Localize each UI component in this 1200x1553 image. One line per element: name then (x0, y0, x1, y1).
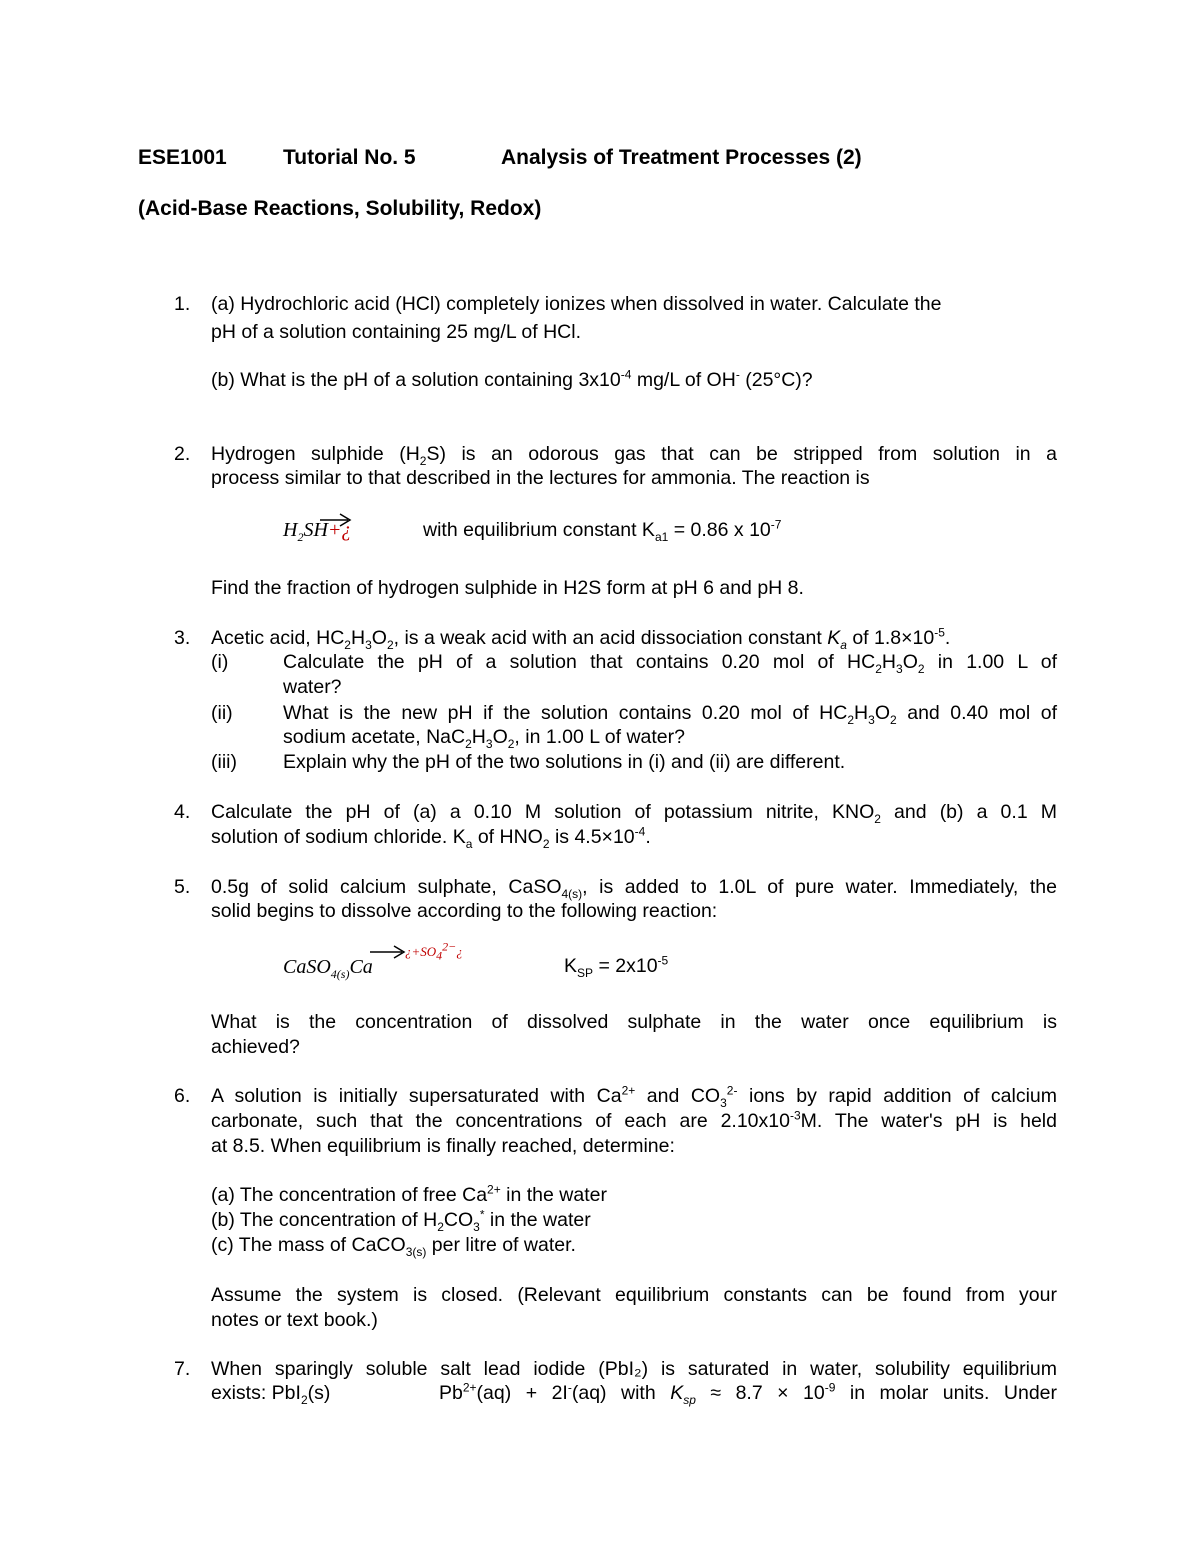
q7-line2-start: exists: PbI$_2$(s) (211, 1382, 331, 1407)
q6-part-b: (b) The concentration of $H_2CO_3^*$ in the water (211, 1207, 591, 1234)
q6-line1: A solution is initially supersaturated with $Ca^{2+}$ and $CO_3^{2-}$ ions by rapid addition of calcium (211, 1083, 1058, 1110)
q3-item-label: (ii) (211, 702, 233, 724)
course-code: ESE1001 (138, 146, 227, 169)
q3-item-ii-line1: What is the new pH if the solution contains 0.20 mol of $HC_2H_3O_2$ and 0.40 mol of (283, 702, 1058, 727)
q2-line2: process similar to that described in the lectures for ammonia. The reaction is (211, 467, 870, 489)
q4-line2: solution of sodium chloride. $K_a$ of $HNO_2$ is $4.5\times 10^{-4}$. (211, 824, 651, 851)
q5-question-line1: What is the concentration of dissolved sulphate in the water once equilibrium is (211, 1011, 1057, 1033)
q7-line2-end: $Pb^{2+}(aq) + 2I^-(aq)$ with $K_{sp} \approx 8.7 \times 10^{-9}$ in molar units. Under (439, 1380, 1058, 1407)
q1-part-b: (b) What is the pH of a solution containing $3x10^{-4}$ mg/L of OH- (25°C)? (211, 367, 813, 391)
tutorial-number: Tutorial No. 5 (283, 146, 416, 169)
q5-line2: solid begins to dissolve according to the following reaction: (211, 900, 718, 922)
question-number: 7. (174, 1358, 191, 1380)
q6-part-c: (c) The mass of CaCO$_{3(s)}$ per litre of water. (211, 1234, 576, 1259)
q2-equilibrium-constant: with equilibrium constant $K_{a1} = 0.86$ x $10^{-7}$ (423, 517, 782, 544)
question-number: 1. (174, 293, 191, 315)
question-number: 2. (174, 443, 191, 465)
q6-part-a: (a) The concentration of free $Ca^{2+}$ in the water (211, 1182, 607, 1206)
q3-item-i-line1: Calculate the pH of a solution that contains 0.20 mol of $HC_2H_3O_2$ in 1.00 L of (283, 651, 1058, 676)
q3-item-i-line2: water? (283, 676, 342, 698)
page-subtitle: (Acid-Base Reactions, Solubility, Redox) (138, 197, 542, 220)
equilibrium-arrow-icon (368, 944, 408, 960)
q6-line3: at 8.5. When equilibrium is finally reached, determine: (211, 1135, 675, 1157)
page-title: Analysis of Treatment Processes (2) (501, 146, 862, 169)
q1-part-a-line2: pH of a solution containing 25 mg/L of HCl. (211, 321, 581, 343)
q5-ksp: $K_{SP} = 2x10^{-5}$ (564, 953, 669, 980)
q3-item-label: (i) (211, 651, 229, 673)
q3-item-label: (iii) (211, 751, 237, 773)
q5-equation-products: ¿$+SO_4^{2-}¿$ (405, 939, 463, 963)
question-number: 3. (174, 627, 191, 649)
q2-equation: $H_2SH+¿$ (283, 519, 352, 544)
q5-equation: CaSO$_{4(s)}$Ca (283, 956, 373, 981)
equilibrium-arrow-icon (318, 512, 354, 528)
q3-intro: Acetic acid, $HC_2H_3O_2$, is a weak acid with an acid dissociation constant $K_a$ of $1.8\times 10^{-5}$. (211, 625, 951, 652)
question-number: 6. (174, 1085, 191, 1107)
q6-assume-line1: Assume the system is closed. (Relevant equilibrium constants can be found from your (211, 1284, 1057, 1306)
q5-line1: 0.5g of solid calcium sulphate, CaSO$_{4(s)}$, is added to 1.0L of pure water. Immediately, the (211, 876, 1057, 901)
q3-item-iii: Explain why the pH of the two solutions in (i) and (ii) are different. (283, 751, 846, 773)
q6-line2: carbonate, such that the concentrations of each are $2.10x10^{-3}M$. The water's pH is held (211, 1108, 1057, 1132)
q3-item-ii-line2: sodium acetate, $NaC_2H_3O_2$, in 1.00 L of water? (283, 726, 685, 751)
question-number: 4. (174, 801, 191, 823)
q5-question-line2: achieved? (211, 1036, 300, 1058)
q7-line1: When sparingly soluble salt lead iodide (PbI₂) is saturated in water, solubility equilibrium (211, 1358, 1057, 1380)
q4-line1: Calculate the pH of (a) a 0.10 M solution of potassium nitrite, $KNO_2$ and (b) a 0.1 M (211, 801, 1057, 826)
q1-part-a-line1: (a) Hydrochloric acid (HCl) completely ionizes when dissolved in water. Calculate the (211, 293, 942, 315)
q6-assume-line2: notes or text book.) (211, 1309, 378, 1331)
q2-find: Find the fraction of hydrogen sulphide in H2S form at pH 6 and pH 8. (211, 577, 804, 599)
q2-line1: Hydrogen sulphide $(H_2S)$ is an odorous gas that can be stripped from solution in a (211, 443, 1057, 468)
question-number: 5. (174, 876, 191, 898)
